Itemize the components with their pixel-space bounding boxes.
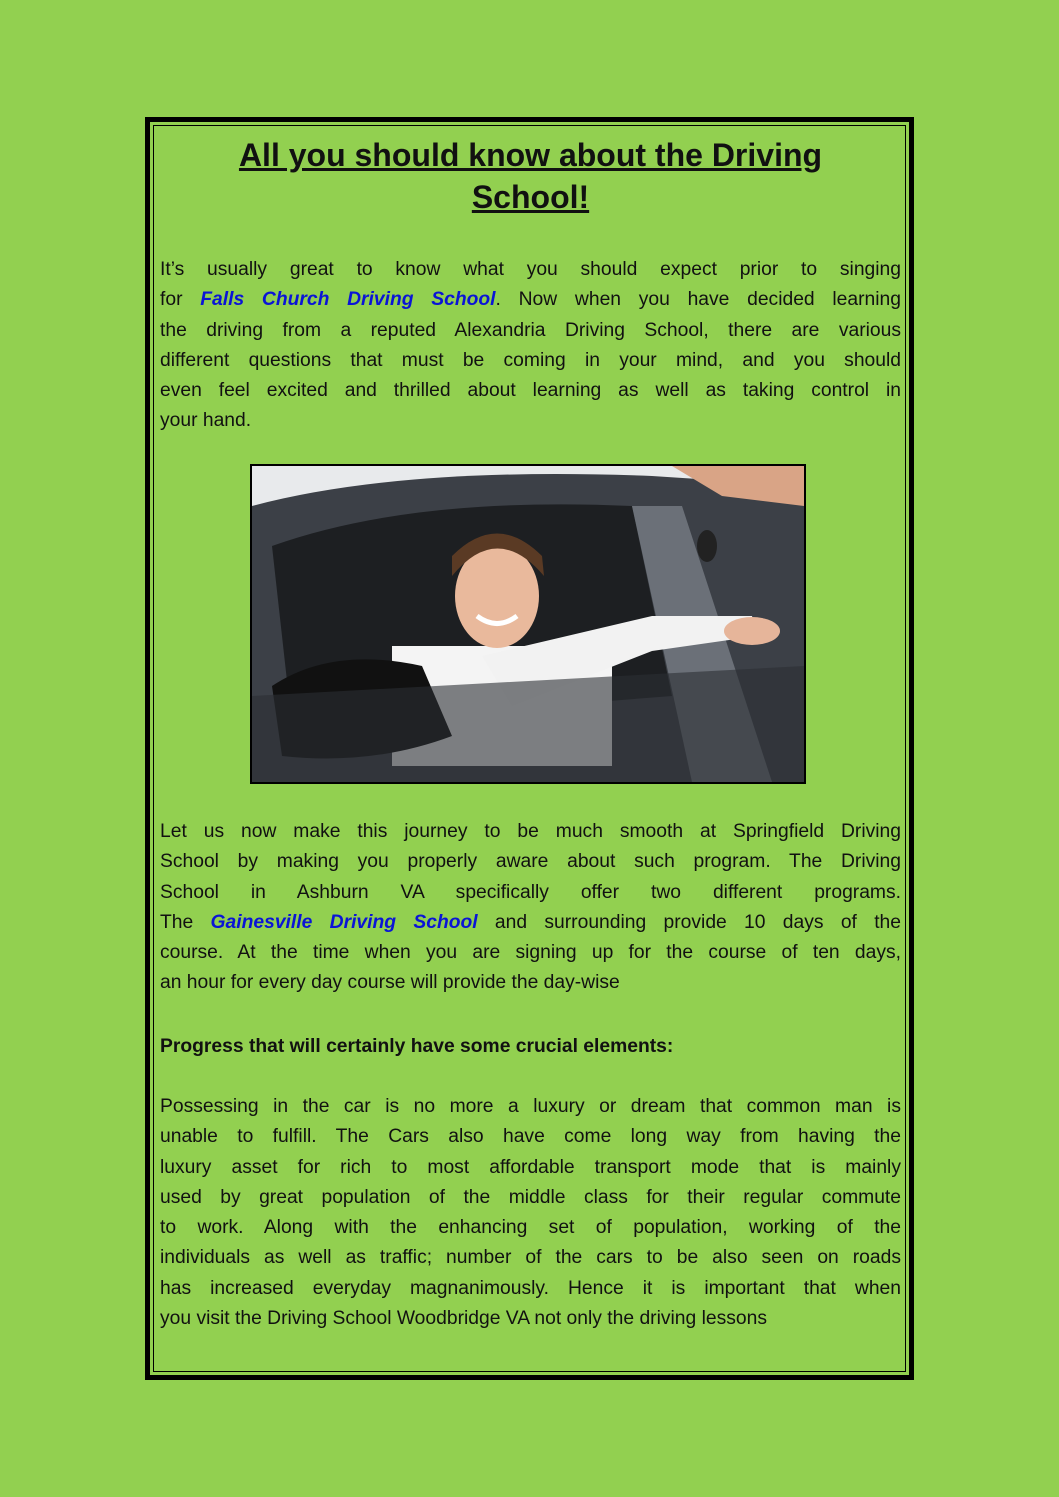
- photo-illustration: [252, 466, 804, 782]
- programs-paragraph: [160, 817, 901, 999]
- text-line: It’s usually great to know what you should expect prior to singing: [160, 259, 901, 280]
- text: The: [160, 911, 211, 933]
- title-line-2: School!: [471, 179, 590, 215]
- text-line: used by great population of the middle class for their regular commute: [160, 1186, 901, 1208]
- text-line: [160, 908, 901, 938]
- text: and surrounding provide 10 days of the: [477, 911, 901, 933]
- text-line: individuals as well as traffic; number of the cars to be also seen on roads: [160, 1247, 901, 1269]
- text-line: unable to fulfill. The Cars also have come long way from having the: [160, 1126, 901, 1148]
- text-line: has increased everyday magnanimously. Hence it is important that when: [160, 1277, 901, 1299]
- text: . Now when you have decided learning: [495, 289, 901, 311]
- car-keys-photo: [250, 464, 806, 784]
- falls-church-link[interactable]: Falls Church Driving School: [200, 289, 496, 311]
- text-line: your hand.: [160, 410, 252, 432]
- text-line: an hour for every day course will provide the day-wise: [160, 972, 620, 994]
- text-line: Let us now make this journey to be much smooth at Springfield Driving: [160, 821, 901, 842]
- text: for: [160, 289, 201, 311]
- text-line: to work. Along with the enhancing set of population, working of the: [160, 1217, 901, 1239]
- text-line: even feel excited and thrilled about learning as well as taking control in: [160, 380, 901, 402]
- title-line-1: All you should know about the Driving: [238, 137, 823, 173]
- gainesville-link[interactable]: Gainesville Driving School: [210, 911, 478, 933]
- text-line: course. At the time when you are signing up for the course of ten days,: [160, 942, 901, 964]
- text-line: luxury asset for rich to most affordable transport mode that is mainly: [160, 1156, 901, 1178]
- section-heading: Progress that will certainly have some crucial elements:: [160, 1036, 674, 1057]
- page-title: [160, 134, 901, 218]
- text-line: you visit the Driving School Woodbridge VA not only the driving lessons: [160, 1308, 767, 1330]
- text-line: Possessing in the car is no more a luxury or dream that common man is: [160, 1096, 901, 1117]
- text-line: School in Ashburn VA specifically offer two different programs.: [160, 881, 901, 903]
- intro-paragraph: [160, 255, 901, 437]
- text-line: the driving from a reputed Alexandria Driving School, there are various: [160, 319, 901, 341]
- text-line: School by making you properly aware about such program. The Driving: [160, 851, 901, 873]
- cars-paragraph: [160, 1092, 901, 1334]
- text-line: [160, 285, 901, 315]
- text-line: different questions that must be coming in your mind, and you should: [160, 349, 901, 371]
